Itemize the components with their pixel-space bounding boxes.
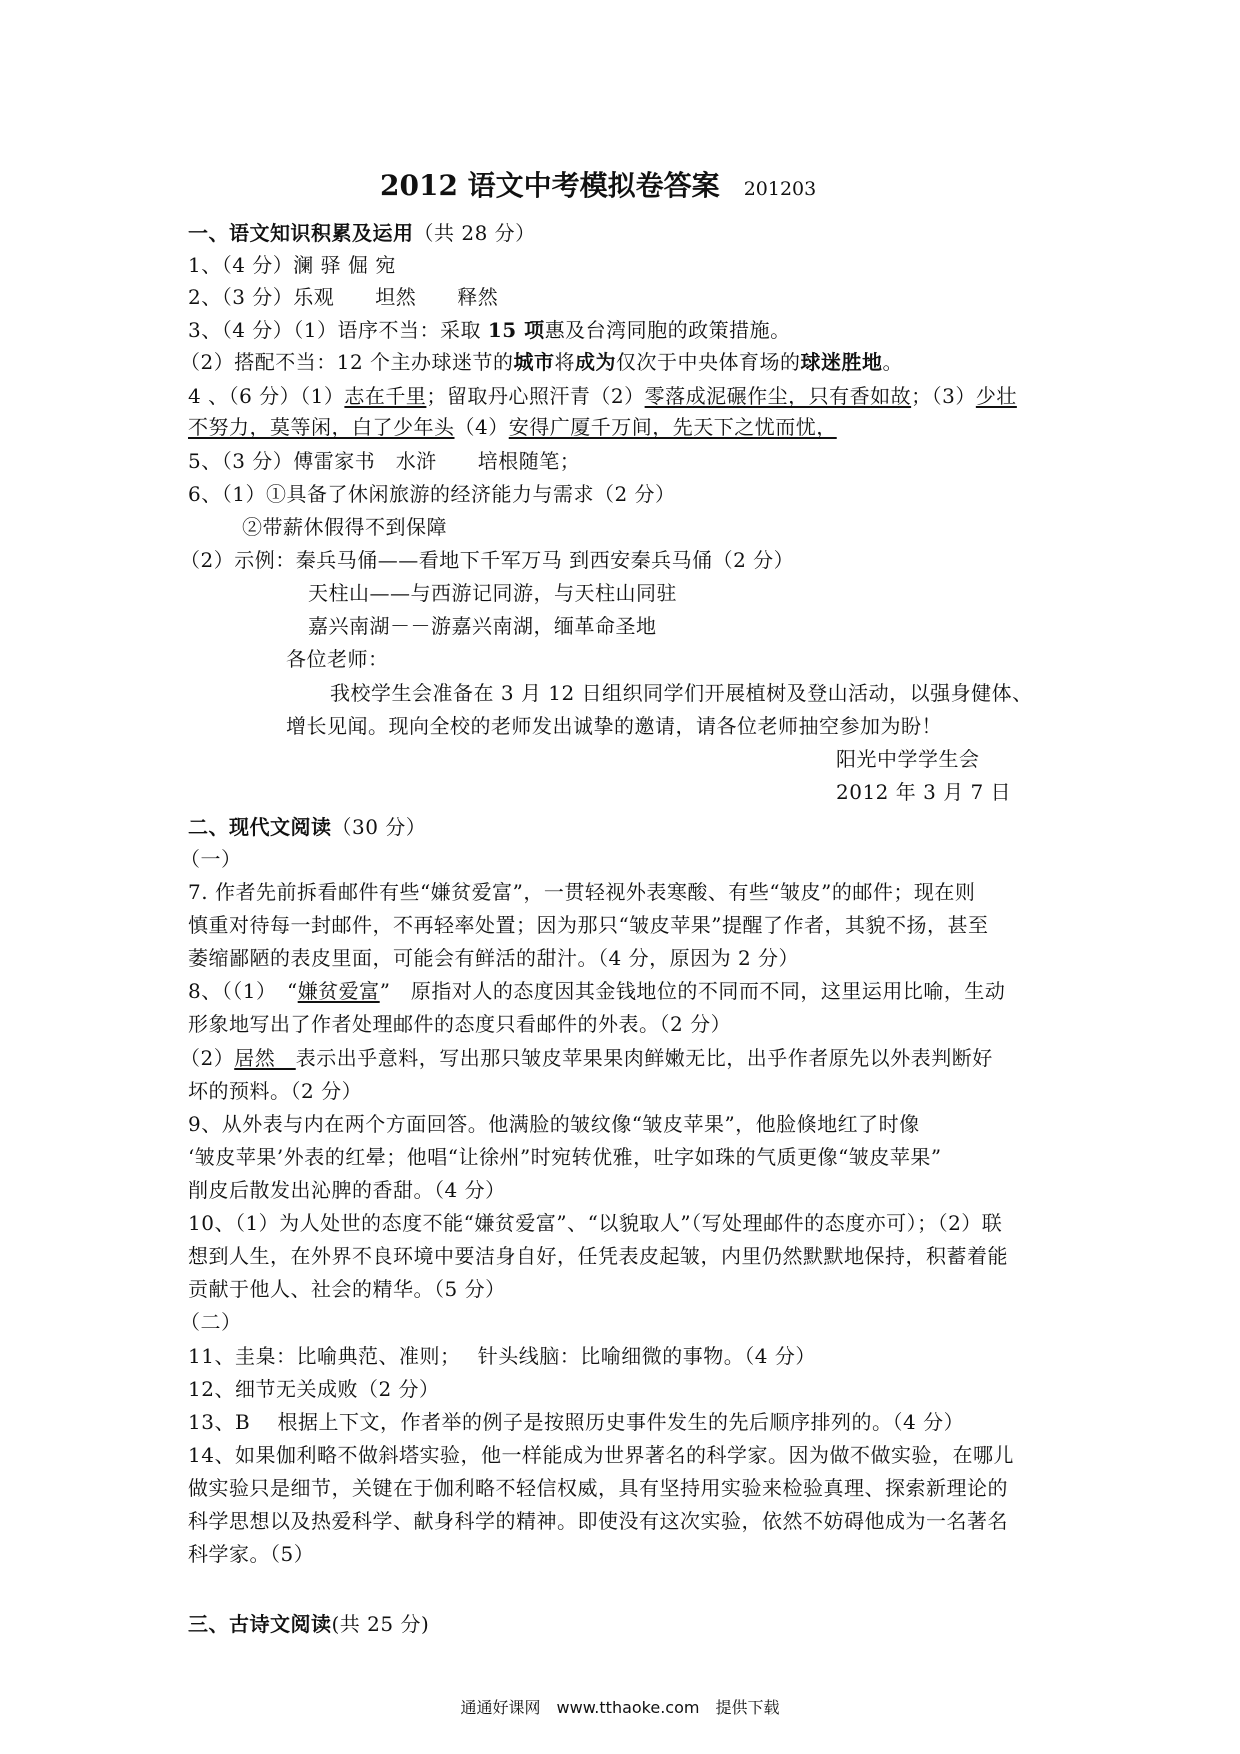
section3-heading: 三、古诗文阅读(共 25 分) <box>188 1612 430 1636</box>
answer-q3-part2: （2）搭配不当：12 个主办球迷节的城市将成为仅次于中央体育场的球迷胜地。 <box>180 350 904 374</box>
answer-q10-line2: 想到人生，在外界不良环境中要洁身自好，任凭表皮起皱，内里仍然默默地保持，积蓄着能 <box>188 1244 1008 1268</box>
answer-q5: 5、（3 分）傅雷家书 水浒 培根随笔； <box>188 449 581 473</box>
answer-q8-line2: 形象地写出了作者处理邮件的态度只看邮件的外表。（2 分） <box>188 1012 732 1036</box>
answer-q11: 11、圭臬：比喻典范、准则； 针头线脑：比喻细微的事物。（4 分） <box>188 1344 816 1368</box>
answer-q7-line1: 7. 作者先前拆看邮件有些“嫌贫爱富”，一贯轻视外表寒酸、有些“皱皮”的邮件；现在则 <box>188 880 976 904</box>
invitation-greeting: 各位老师： <box>286 647 389 671</box>
section2-part1-label: （一） <box>180 847 242 871</box>
answer-q9-line1: 9、从外表与内在两个方面回答。他满脸的皱纹像“皱皮苹果”，他脸倏地红了时像 <box>188 1112 920 1136</box>
page-footer: 通通好课网 www.tthaoke.com 提供下载 <box>460 1698 780 1717</box>
answer-q6-line5: 嘉兴南湖－－游嘉兴南湖，缅革命圣地 <box>308 614 657 638</box>
title-code: 201203 <box>743 178 817 200</box>
answer-q4-line1: 4 、（6 分）（1）志在千里；留取丹心照汗青（2）零落成泥碾作尘，只有香如故；（3）少壮 <box>188 384 1017 408</box>
answer-q6-line3: （2）示例：秦兵马俑——看地下千军万马 到西安秦兵马俑（2 分） <box>180 548 795 572</box>
answer-q1: 1、（4 分）澜 驿 倔 宛 <box>188 253 396 277</box>
section2-part2-label: （二） <box>180 1310 242 1334</box>
answer-q8-line4: 坏的预料。（2 分） <box>188 1079 363 1103</box>
answer-q9-line3: 削皮后散发出沁脾的香甜。（4 分） <box>188 1178 506 1202</box>
answer-q7-line2: 慎重对待每一封邮件，不再轻率处置；因为那只“皱皮苹果”提醒了作者，其貌不扬，甚至 <box>188 913 989 937</box>
answer-q6-line2: ②带薪休假得不到保障 <box>242 515 447 539</box>
answer-q3-part1: 3、（4 分）（1）语序不当：采取 15 项惠及台湾同胞的政策措施。 <box>188 318 791 342</box>
answer-q13: 13、B 根据上下文，作者举的例子是按照历史事件发生的先后顺序排列的。（4 分） <box>188 1410 965 1434</box>
invitation-signature: 阳光中学学生会 <box>836 747 980 771</box>
answer-q12: 12、细节无关成败（2 分） <box>188 1377 440 1401</box>
answer-q2: 2、（3 分）乐观 坦然 释然 <box>188 285 499 309</box>
answer-q9-line2: ‘皱皮苹果’外表的红晕；他唱“让徐州”时宛转优雅，吐字如珠的气质更像“皱皮苹果” <box>188 1145 942 1169</box>
answer-q7-line3: 萎缩鄙陋的表皮里面，可能会有鲜活的甜汁。（4 分，原因为 2 分） <box>188 946 800 970</box>
answer-q6-line4: 天柱山——与西游记同游，与天柱山同驻 <box>308 581 677 605</box>
answer-q14-line1: 14、如果伽利略不做斜塔实验，他一样能成为世界著名的科学家。因为做不做实验，在哪儿 <box>188 1443 1014 1467</box>
section2-heading: 二、现代文阅读（30 分） <box>188 815 427 839</box>
answer-q8-line3: （2）居然 表示出乎意料，写出那只皱皮苹果果肉鲜嫩无比，出乎作者原先以外表判断好 <box>180 1046 993 1070</box>
answer-q14-line4: 科学家。（5） <box>188 1542 315 1566</box>
answer-q14-line2: 做实验只是细节，关键在于伽利略不轻信权威，具有坚持用实验来检验真理、探索新理论的 <box>188 1476 1008 1500</box>
answer-q6-line1: 6、（1）①具备了休闲旅游的经济能力与需求（2 分） <box>188 482 676 506</box>
answer-q8-line1: 8、（（1） “嫌贫爱富” 原指对人的态度因其金钱地位的不同而不同，这里运用比喻，生动 <box>188 979 1006 1003</box>
answer-q14-line3: 科学思想以及热爱科学、献身科学的精神。即使没有这次实验，依然不妨碍他成为一名著名 <box>188 1509 1008 1533</box>
answer-q10-line1: 10、（1）为人处世的态度不能“嫌贫爱富”、“以貌取人”（写处理邮件的态度亦可）；（2）联 <box>188 1211 1003 1235</box>
invitation-body-line1: 我校学生会准备在 3 月 12 日组织同学们开展植树及登山活动，以强身健体、 <box>330 681 1033 705</box>
page-title <box>380 168 816 207</box>
section1-heading: 一、语文知识积累及运用（共 28 分） <box>188 221 536 245</box>
answer-q4-line2: 不努力，莫等闲，白了少年头（4）安得广厦千万间，先天下之忧而忧， <box>188 415 837 439</box>
invitation-date: 2012 年 3 月 7 日 <box>836 780 1012 804</box>
invitation-body-line2: 增长见闻。现向全校的老师发出诚挚的邀请，请各位老师抽空参加为盼！ <box>286 714 942 738</box>
answer-q10-line3: 贡献于他人、社会的精华。（5 分） <box>188 1277 506 1301</box>
title-text: 2012 语文中考模拟卷答案 <box>380 169 720 202</box>
